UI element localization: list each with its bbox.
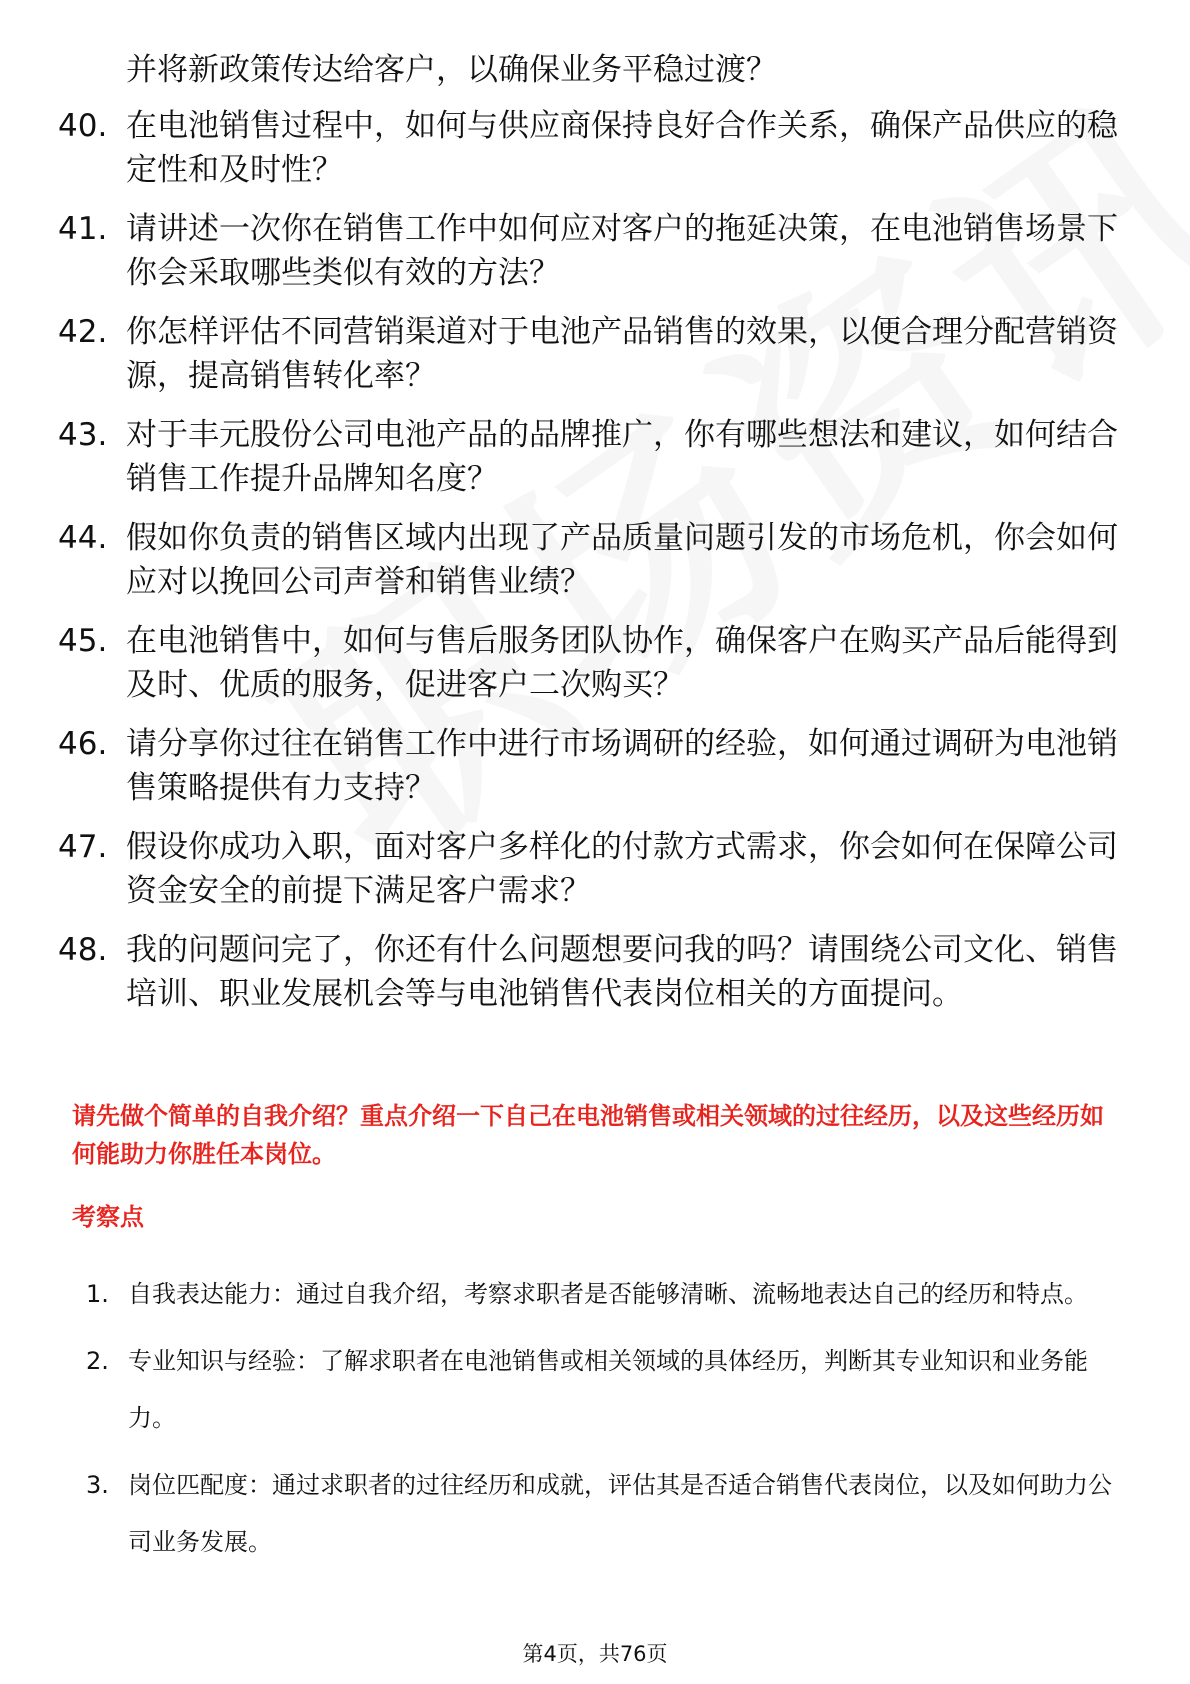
question-text: 假设你成功入职，面对客户多样化的付款方式需求，你会如何在保障公司资金安全的前提下满足客户需求？: [126, 829, 1118, 909]
point-number: 1.: [86, 1280, 109, 1308]
question-number: 46.: [58, 726, 108, 762]
question-text: 我的问题问完了，你还有什么问题想要问我的吗？请围绕公司文化、销售培训、职业发展机会等与电池销售代表岗位相关的方面提问。: [126, 932, 1118, 1012]
question-text: 在电池销售中，如何与售后服务团队协作，确保客户在购买产品后能得到及时、优质的服务，促进客户二次购买？: [126, 623, 1118, 703]
question-number: 40.: [58, 108, 108, 144]
point-number: 3.: [86, 1471, 109, 1499]
question-list: [58, 104, 1118, 1031]
question-number: 41.: [58, 211, 108, 247]
point-text: 自我表达能力：通过自我介绍，考察求职者是否能够清晰、流畅地表达自己的经历和特点。: [128, 1280, 1088, 1308]
section-title: 考察点: [72, 1203, 144, 1231]
highlight-question: 请先做个简单的自我介绍？重点介绍一下自己在电池销售或相关领域的过往经历，以及这些经历如何能助力你胜任本岗位。: [72, 1102, 1104, 1168]
question-number: 47.: [58, 829, 108, 865]
question-item: [58, 310, 1118, 398]
question-number: 48.: [58, 932, 108, 968]
point-text: 岗位匹配度：通过求职者的过往经历和成就，评估其是否适合销售代表岗位，以及如何助力公司业务发展。: [128, 1471, 1112, 1556]
continuation-text: 并将新政策传达给客户，以确保业务平稳过渡？: [126, 52, 777, 88]
question-text: 请分享你过往在销售工作中进行市场调研的经验，如何通过调研为电池销售策略提供有力支持？: [126, 726, 1118, 806]
assessment-point: [86, 1266, 1126, 1323]
page-footer: 第4页，共76页: [522, 1642, 668, 1666]
question-text: 对于丰元股份公司电池产品的品牌推广，你有哪些想法和建议，如何结合销售工作提升品牌知名度？: [126, 417, 1118, 497]
point-number: 2.: [86, 1347, 109, 1375]
question-item: [58, 619, 1118, 707]
question-text: 在电池销售过程中，如何与供应商保持良好合作关系，确保产品供应的稳定性和及时性？: [126, 108, 1118, 188]
question-item: [58, 722, 1118, 810]
question-item: [58, 207, 1118, 295]
point-text: 专业知识与经验：了解求职者在电池销售或相关领域的具体经历，判断其专业知识和业务能力。: [128, 1347, 1088, 1432]
assessment-point: [86, 1457, 1126, 1571]
assessment-point: [86, 1333, 1126, 1447]
assessment-points-list: [86, 1266, 1126, 1581]
question-text: 你怎样评估不同营销渠道对于电池产品销售的效果，以便合理分配营销资源，提高销售转化率？: [126, 314, 1118, 394]
question-item: [58, 104, 1118, 192]
question-item: [58, 413, 1118, 501]
question-item: [58, 928, 1118, 1016]
question-number: 45.: [58, 623, 108, 659]
question-item: [58, 516, 1118, 604]
question-text: 假如你负责的销售区域内出现了产品质量问题引发的市场危机，你会如何应对以挽回公司声誉和销售业绩？: [126, 520, 1118, 600]
question-number: 44.: [58, 520, 108, 556]
question-item: [58, 825, 1118, 913]
question-number: 42.: [58, 314, 108, 350]
question-number: 43.: [58, 417, 108, 453]
question-text: 请讲述一次你在销售工作中如何应对客户的拖延决策，在电池销售场景下你会采取哪些类似有效的方法？: [126, 211, 1118, 291]
